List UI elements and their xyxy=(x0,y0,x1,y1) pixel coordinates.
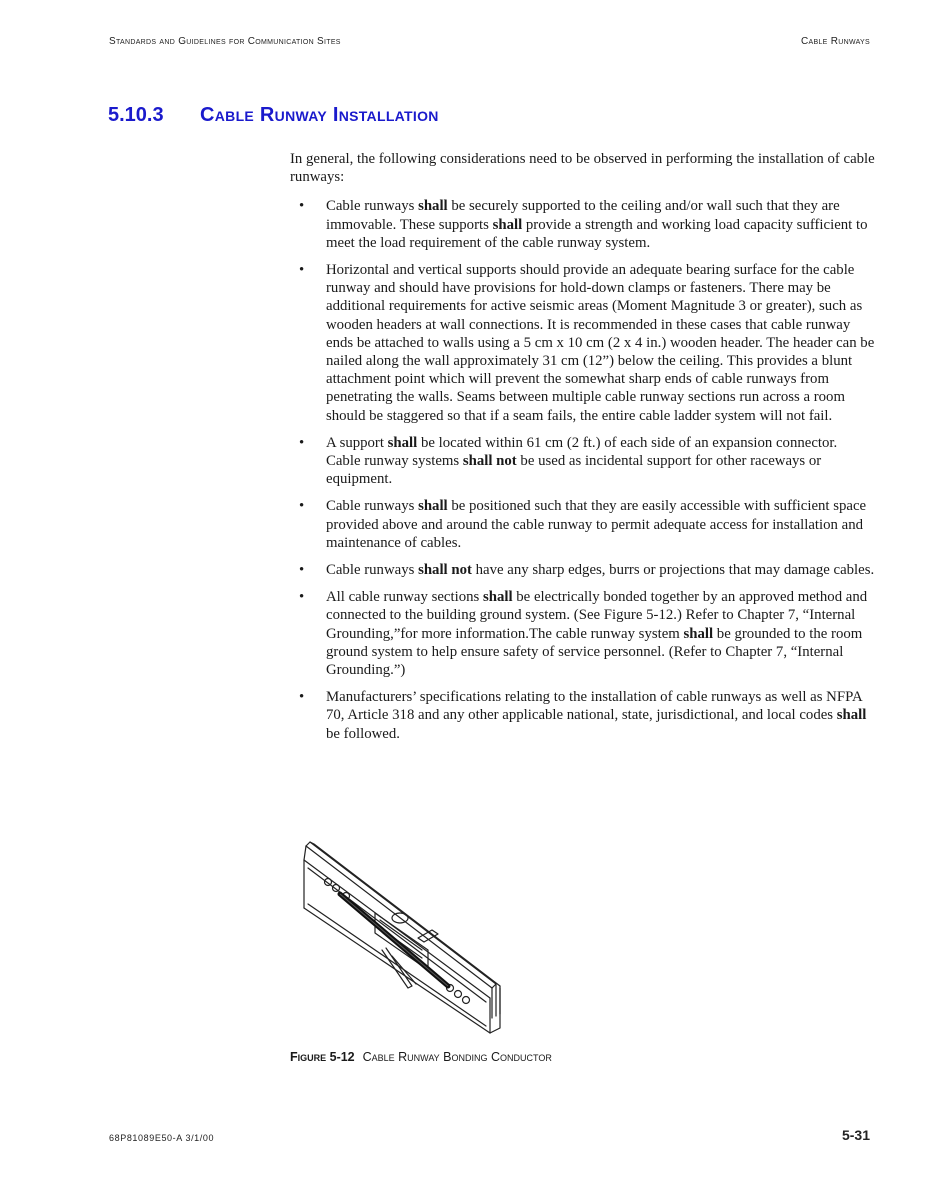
running-header-title: Standards and Guidelines for Communication Sites xyxy=(109,36,341,47)
document-id: 68P81089E50-A 3/1/00 xyxy=(109,1133,215,1143)
list-item: • Cable runways shall be positioned such that they are easily accessible with sufficient space provided above and around the cable runway to permit adequate access for installation and maintenance of cables. xyxy=(299,498,867,551)
section-number: 5.10.3 xyxy=(108,104,164,126)
list-item: • Cable runways shall not have any sharp edges, burrs or projections that may damage cables. xyxy=(299,562,875,579)
page-number: 5-31 xyxy=(841,1127,870,1143)
bullet-icon: • xyxy=(299,498,305,515)
bullet-icon: • xyxy=(299,689,305,706)
list-item: • A support shall be located within 61 cm (2 ft.) of each side of an expansion connector. Cable runway systems shall not be used as incidental support for other raceways or equipment. xyxy=(299,434,838,488)
list-item: • All cable runway sections shall be electrically bonded together by an approved method and connected to the building ground system. (See Figure 5-12.) Refer to Chapter 7, “Internal Grounding,”for more information.The cable runway system shall be grounded to the room ground system to help ensure safety of service personnel. (Refer to Chapter 7, “Internal Grounding.”) xyxy=(299,589,868,679)
bullet-icon: • xyxy=(299,262,305,279)
bullet-icon: • xyxy=(299,434,305,451)
section-heading xyxy=(108,104,439,127)
figure-number: Figure 5-12 xyxy=(290,1050,355,1064)
list-item: • Manufacturers’ specifications relating to the installation of cable runways as well as NFPA 70, Article 318 and any other applicable national, state, jurisdictional, and local codes shall be followed. xyxy=(299,689,867,742)
cable-runway-drawing xyxy=(300,838,505,1043)
bullet-icon: • xyxy=(299,198,305,215)
list-item: • Horizontal and vertical supports should provide an adequate bearing surface for the cable runway and should have provisions for hold-down clamps or fasteners. There may be additional requirements for active seismic areas (Moment Magnitude 3 or greater), such as wooden headers at wall connections. It is recommended in these cases that cable runway ends be attached to walls using a 5 cm x 10 cm (2 x 4 in.) wooden header. The header can be nailed along the wall approximately 31 cm (12”) below the ceiling. This provides a blunt attachment point which will prevent the somewhat sharp ends of cable runways from penetrating the walls. Seams between multiple cable runway sections run across a room should be staggered so that if a seam fails, the entire cable ladder system will not fail. xyxy=(299,262,875,424)
section-title: Cable Runway Installation xyxy=(200,104,439,126)
section-body xyxy=(290,150,875,752)
intro-paragraph: In general, the following considerations need to be observed in performing the installation of cable runways: xyxy=(290,151,875,186)
bullet-icon: • xyxy=(299,589,305,606)
figure-caption-text: Cable Runway Bonding Conductor xyxy=(362,1050,552,1064)
bullet-icon: • xyxy=(299,562,305,579)
running-header-chapter: Cable Runways xyxy=(801,36,870,47)
figure-caption xyxy=(290,1050,552,1064)
considerations-list xyxy=(290,197,875,742)
cable-runway-illustration xyxy=(300,838,505,1043)
list-item: • Cable runways shall be securely supported to the ceiling and/or wall such that they are immovable. These supports shall provide a strength and working load capacity sufficient to meet the load requirement of the cable runway system. xyxy=(299,198,868,251)
